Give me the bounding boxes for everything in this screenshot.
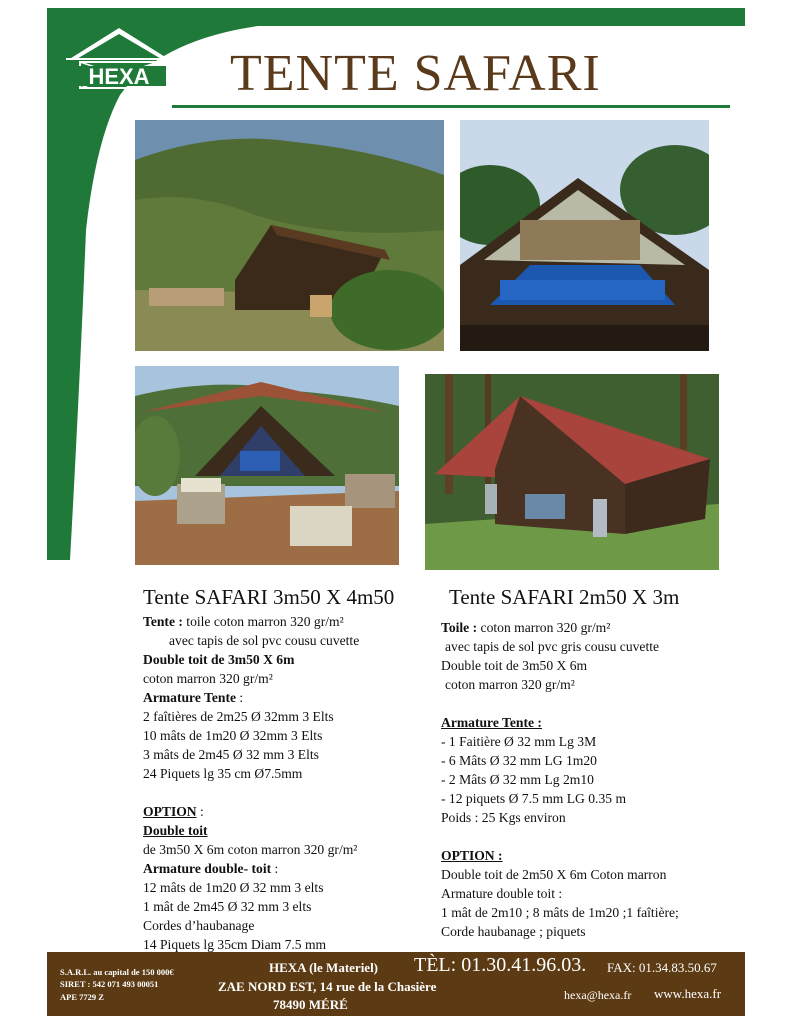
company-capital: S.A.R.L. au capital de 150 000€ <box>60 967 174 977</box>
spec-line: Double toit de 3m50 X 6m <box>441 658 588 673</box>
photo-tent-red-roof <box>425 374 719 570</box>
right-column-heading: Tente SAFARI 2m50 X 3m <box>449 585 680 609</box>
armature-item: 2 faîtières de 2m25 Ø 32mm 3 Elts <box>143 709 334 724</box>
option-item: 1 mât de 2m45 Ø 32 mm 3 elts <box>143 899 312 914</box>
spec-line: coton marron 320 gr/m² <box>143 671 273 686</box>
spacer <box>143 783 359 802</box>
option-item: 14 Piquets lg 35cm Diam 7.5 mm <box>143 937 327 952</box>
armature-item: 24 Piquets lg 35 cm Ø7.5mm <box>143 766 303 781</box>
spec-line: de 3m50 X 6m coton marron 320 gr/m² <box>143 842 358 857</box>
spec-line: avec tapis de sol pvc cousu cuvette <box>169 633 360 648</box>
spec-line: Double toit de 3m50 X 6m <box>143 652 295 667</box>
armature-item: 3 mâts de 2m45 Ø 32 mm 3 Elts <box>143 747 319 762</box>
option-item: Corde haubanage ; piquets <box>441 924 586 939</box>
option-item: 12 mâts de 1m20 Ø 32 mm 3 elts <box>143 880 324 895</box>
armature-item: - 1 Faitière Ø 32 mm Lg 3M <box>441 734 597 749</box>
armature-item: 10 mâts de 1m20 Ø 32mm 3 Elts <box>143 728 323 743</box>
spec-line: Double toit <box>143 823 208 838</box>
company-name: HEXA (le Materiel) <box>269 960 379 975</box>
photo-tent-hillside <box>135 120 444 351</box>
title-underline <box>172 105 730 108</box>
company-siret: SIRET : 542 071 493 00051 <box>60 979 159 989</box>
logo-subtext: LE MATERIEL <box>125 91 159 97</box>
spec-line: Armature double- toit : <box>143 861 279 876</box>
option-heading: OPTION : <box>143 804 204 819</box>
spec-line: coton marron 320 gr/m² <box>445 677 575 692</box>
fax-number: FAX: 01.34.83.50.67 <box>607 960 717 975</box>
logo-text: HEXA <box>88 64 150 89</box>
option-item: 1 mât de 2m10 ; 8 mâts de 1m20 ;1 faîtière; <box>441 905 679 920</box>
photo-tent-interior <box>460 120 709 351</box>
option-heading: OPTION : <box>441 848 503 863</box>
spec-line: avec tapis de sol pvc gris cousu cuvette <box>445 639 660 654</box>
hexa-logo <box>58 24 180 98</box>
armature-item: - 12 piquets Ø 7.5 mm LG 0.35 m <box>441 791 627 806</box>
spec-line: Armature Tente : <box>143 690 244 705</box>
left-specifications <box>143 612 359 954</box>
photo-tent-deck <box>135 366 399 565</box>
armature-item: Poids : 25 Kgs environ <box>441 810 566 825</box>
option-item: Double toit de 2m50 X 6m Coton marron <box>441 867 667 882</box>
armature-heading: Armature Tente : <box>441 715 542 730</box>
right-specifications <box>441 618 679 941</box>
company-city: 78490 MÉRÉ <box>273 997 348 1012</box>
company-street: ZAE NORD EST, 14 rue de la Chasière <box>218 979 437 994</box>
left-column-heading: Tente SAFARI 3m50 X 4m50 <box>143 585 395 609</box>
phone-number: TÈL: 01.30.41.96.03. <box>414 954 587 976</box>
website-link[interactable]: www.hexa.fr <box>654 986 722 1001</box>
company-ape: APE 7729 Z <box>60 992 104 1002</box>
spec-line: Toile : coton marron 320 gr/m² <box>441 620 611 635</box>
option-item: Cordes d’haubanage <box>143 918 255 933</box>
spacer <box>441 694 679 713</box>
spec-line: Tente : toile coton marron 320 gr/m² <box>143 614 344 629</box>
spacer <box>441 827 679 846</box>
footer-bar <box>47 952 745 1016</box>
armature-item: - 6 Mâts Ø 32 mm LG 1m20 <box>441 753 597 768</box>
option-item: Armature double toit : <box>441 886 563 901</box>
page-title: TENTE SAFARI <box>230 45 601 102</box>
armature-item: - 2 Mâts Ø 32 mm Lg 2m10 <box>441 772 594 787</box>
email-link[interactable]: hexa@hexa.fr <box>564 988 632 1002</box>
